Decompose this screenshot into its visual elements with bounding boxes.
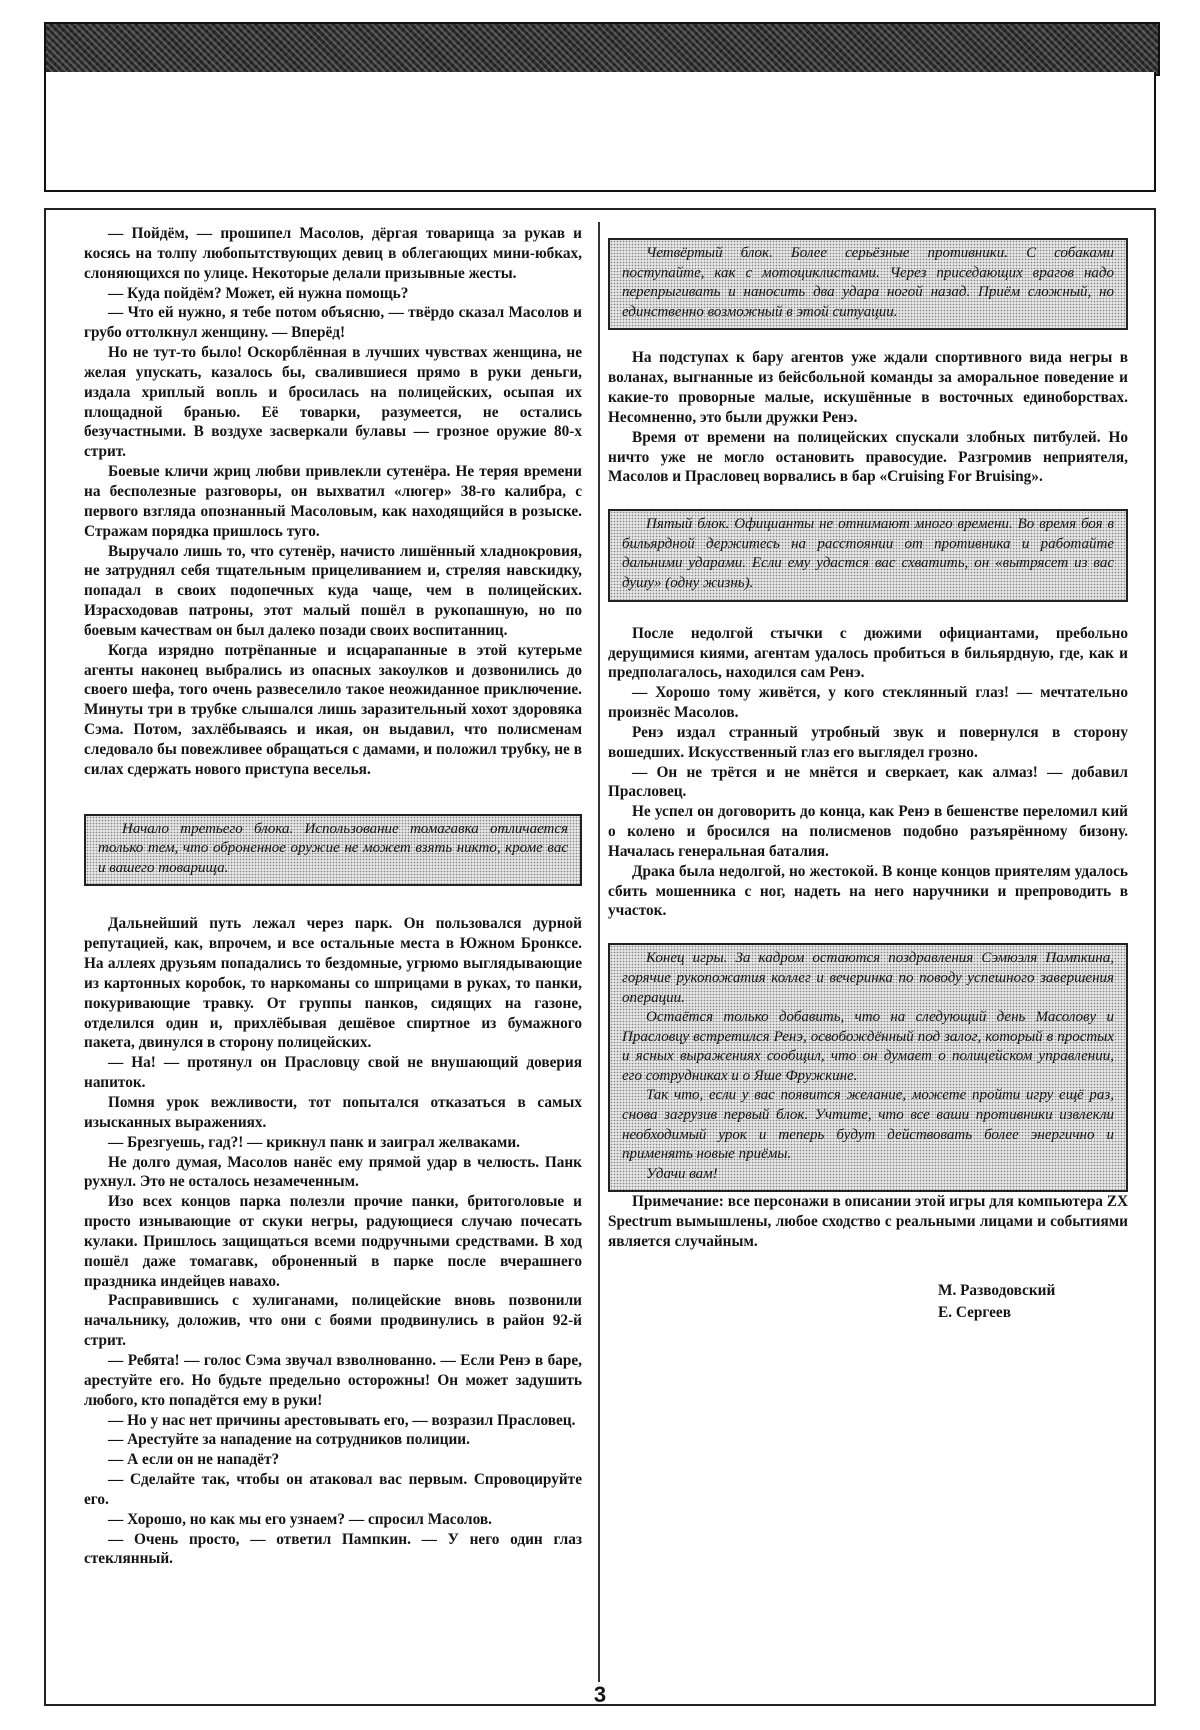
paragraph: — Но у нас нет причины арестовывать его, — возразил Прасловец. <box>108 1411 576 1429</box>
header-decorative-band <box>44 22 1160 76</box>
paragraph: — Что ей нужно, я тебе потом объясню, — твёрдо сказал Масолов и грубо оттолкнул женщину. — Вперёд! <box>84 304 582 342</box>
end-game-text: Так что, если у вас появится желание, можете пройти игру ещё раз, снова загрузив первый блок. Учтите, что все ваши противники извлекли необходимый урок и теперь будут действовать более энергично и применять новые приёмы. <box>622 1087 1114 1163</box>
paragraph: Но не тут-то было! Оскорблённая в лучших чувствах женщина, не желая упускать, казалось бы, свалившиеся прямо в руки деньги, издала хриплый вопль и бросилась на полицейских, осыпая их площадной бранью. Её товарки, разумеется, не остались безучастными. В воздухе засверкали булавы — грозное оружие 80-х стрит. <box>84 344 582 461</box>
right-column-text-a <box>608 348 1128 487</box>
column-divider <box>598 222 600 1682</box>
page-number: 3 <box>593 1682 607 1707</box>
third-block-tip-box <box>84 814 582 887</box>
paragraph: Когда изрядно потрёпанные и исцарапанные в этой кутерьме агенты наконец выбрались из опасных закоулков и дозвонились до своего шефа, того очень развеселило такое неожиданное приключение. Минуты три в трубке слышался лишь заразительный хохот здоровяка Сэма. Потом, захлёбываясь и икая, он выдавил, что полисменам следовало бы повежливее обращаться с дамами, и положил трубку, не в силах сдержать нового приступа веселья. <box>84 641 582 778</box>
end-game-text: Остаётся только добавить, что на следующий день Масолову и Прасловцу встретился Ренэ, освобождённый под залог, который в простых и ясных выражениях сообщил, что он думает о полицейском управлении, его сотрудниках и о Яше Фружкине. <box>622 1009 1114 1084</box>
paragraph: — Куда пойдём? Может, ей нужна помощь? <box>108 284 409 302</box>
paragraph: Расправившись с хулиганами, полицейские вновь позвонили начальнику, доложив, что они с боями продвинулись в район 92-й стрит. <box>84 1292 582 1350</box>
paragraph: — Хорошо, но как мы его узнаем? — спросил Масолов. <box>108 1510 492 1528</box>
paragraph: Ренэ издал странный утробный звук и повернулся в сторону вошедших. Искусственный глаз его выглядел грозно. <box>608 723 1128 761</box>
paragraph: — А если он не нападёт? <box>108 1451 280 1469</box>
fourth-block-tip-text: Четвёртый блок. Более серьёзные противники. С собаками поступайте, как с мотоциклистами. Через приседающих врагов надо перепрыгивать и наносить два удара ногой назад. Приём сложный, но единственно возможный в этой ситуации. <box>622 245 1114 320</box>
paragraph: — Хорошо тому живётся, у кого стеклянный глаз! — мечтательно произнёс Масолов. <box>608 684 1128 722</box>
authors-signature <box>938 1280 1128 1324</box>
paragraph: — Ребята! — голос Сэма звучал взволнованно. — Если Ренэ в баре, арестуйте его. Но будьте предельно осторожны! Он может задушить любого, кто попадётся ему в руки! <box>84 1351 582 1409</box>
paragraph: — Брезгуешь, гад?! — крикнул панк и заиграл желваками. <box>108 1133 520 1151</box>
paragraph: — Сделайте так, чтобы он атаковал вас первым. Спровоцируйте его. <box>84 1471 582 1508</box>
paragraph: — Арестуйте за нападение на сотрудников полиции. <box>108 1431 470 1449</box>
author-name: Е. Сергеев <box>938 1303 1011 1321</box>
paragraph: Изо всех концов парка полезли прочие панки, бритоголовые и просто изнывающие от скуки негры, радующиеся случаю почесать кулаки. Пришлось защищаться всеми подручными средствами. В ход пошёл даже томагавк, оброненный в парке после вчерашнего праздника индейцев навахо. <box>84 1193 582 1290</box>
disclaimer-note: Примечание: все персонажи в описании этой игры для компьютера ZX Spectrum вымышлены, любое сходство с реальными лицами и событиями является случайным. <box>608 1193 1128 1251</box>
paragraph: Выручало лишь то, что сутенёр, начисто лишённый хладнокровия, не затруднял себя тщательным прицеливанием и, стреляя навскидку, попадал в своих подопечных куда чаще, чем в полицейских. Израсходовав патроны, этот малый пошёл в рукопашную, но по боевым качествам он был далеко позади своих воспитанниц. <box>84 542 582 639</box>
paragraph: — На! — протянул он Прасловцу свой не внушающий доверия напиток. <box>84 1054 582 1092</box>
left-column <box>84 224 582 1569</box>
paragraph: Боевые кличи жриц любви привлекли сутенёра. Не теряя времени на бесполезные разговоры, он выхватил «люгер» 38-го калибра, с первого взгляда опознанный Масоловым, как находящийся в розыске. Стражам порядка пришлось туго. <box>84 463 582 540</box>
paragraph: Не долго думая, Масолов нанёс ему прямой удар в челюсть. Панк рухнул. Это не осталось незамеченным. <box>84 1153 582 1191</box>
paragraph: Дальнейший путь лежал через парк. Он пользовался дурной репутацией, как, впрочем, и все остальные места в Южном Бронксе. На аллеях друзьям попадались то бездомные, угрюмо выглядывающие из картонных коробок, то наркоманы со шприцами в руках, то панки, покуривающие травку. От группы панков, сидящих на газоне, отделился один и, прихлёбывая дешёвое спиртное из бумажного пакета, двинулся в сторону полицейских. <box>84 915 582 1052</box>
third-block-tip-text: Начало третьего блока. Использование томагавка отличается только тем, что оброненное оружие не может взять никто, кроме вас и вашего товарища. <box>98 820 568 876</box>
paragraph: Драка была недолгой, но жестокой. В конце концов приятелям удалось сбить мошенника с ног, надеть на него наручники и препроводить в участок. <box>608 862 1128 920</box>
left-column-continued <box>84 914 582 1569</box>
paragraph: — Очень просто, — ответил Пампкин. — У него один глаз стеклянный. <box>84 1530 582 1568</box>
right-column <box>608 238 1128 1324</box>
paragraph: — Он не трётся и не мнётся и сверкает, как алмаз! — добавил Прасловец. <box>608 763 1128 801</box>
paragraph: После недолгой стычки с дюжими официантами, пребольно дерущимися киями, агентам удалось пробиться в бильярдную, где, как и предполагалось, находился сам Ренэ. <box>608 624 1128 682</box>
end-game-text: Удачи вам! <box>646 1165 718 1182</box>
end-game-box <box>608 943 1128 1192</box>
paragraph: — Пойдём, — прошипел Масолов, дёргая товарища за рукав и косясь на толпу любопытствующих девиц в облегающих мини-юбках, слоняющихся по улице. Некоторые делали призывные жесты. <box>84 225 582 282</box>
fifth-block-tip-box <box>608 509 1128 601</box>
paragraph: Время от времени на полицейских спускали злобных питбулей. Но ничто уже не могло остановить правосудие. Разгромив неприятеля, Масолов и Прасловец ворвались в бар «Cruising For Bruising». <box>608 428 1128 486</box>
fourth-block-tip-box <box>608 238 1128 330</box>
right-column-text-b <box>608 624 1128 922</box>
header-empty-box <box>44 72 1156 192</box>
paragraph: Помня урок вежливости, тот попытался отказаться в самых изысканных выражениях. <box>84 1094 582 1131</box>
paragraph: Не успел он договорить до конца, как Ренэ в бешенстве переломил кий о колено и бросился на полисменов подобно разъярённому бизону. Началась генеральная баталия. <box>608 803 1128 860</box>
paragraph: На подступах к бару агентов уже ждали спортивного вида негры в воланах, выгнанные из бейсбольной команды за аморальное поведение и какие-то проворные малые, искушённые в восточных единоборствах. Несомненно, это были дружки Ренэ. <box>608 349 1128 426</box>
fifth-block-tip-text: Пятый блок. Официанты не отнимают много времени. Во время боя в бильярдной держитесь на расстоянии от противника и работайте дальними ударами. Если ему удастся вас схватить, он «вытрясет из вас душу» (одну жизнь). <box>622 516 1114 592</box>
end-game-text: Конец игры. За кадром остаются поздравления Сэмюэля Пампкина, горячие рукопожатия коллег и вечеринка по поводу успешного завершения операции. <box>622 950 1114 1006</box>
author-name: М. Разводовский <box>938 1281 1056 1299</box>
